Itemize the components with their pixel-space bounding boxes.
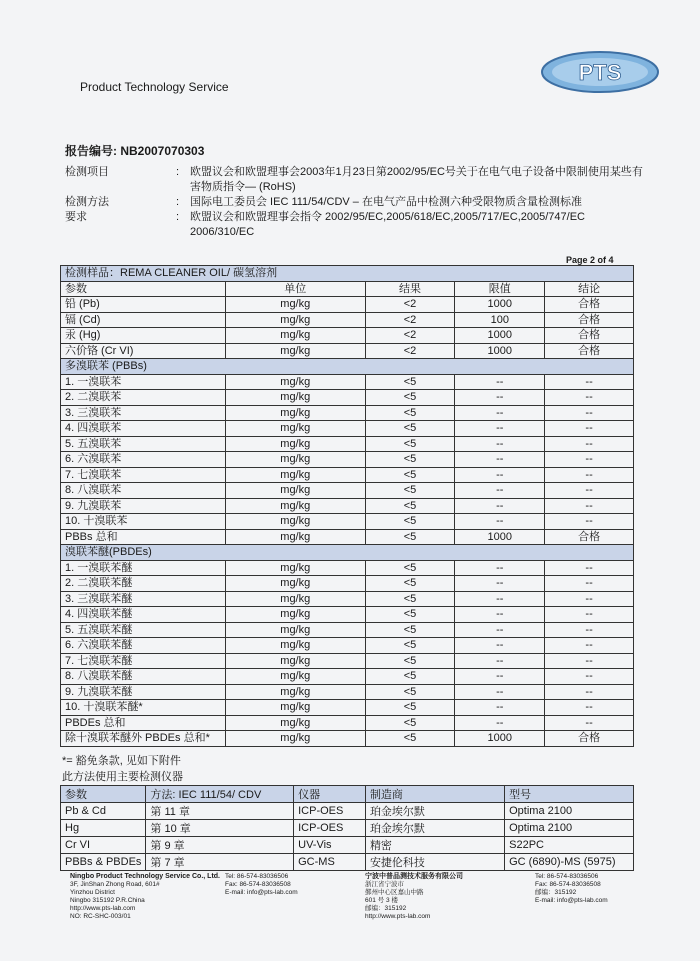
section-pbb — [61, 359, 634, 375]
table-cell: -- — [545, 653, 634, 669]
table-row — [61, 684, 634, 700]
table-cell: 9. 九溴联苯 — [61, 498, 226, 514]
svg-text:PTS: PTS — [578, 60, 622, 85]
table-cell: 合格 — [545, 312, 634, 328]
footer-line: Tel: 86-574-83036506 — [225, 873, 289, 880]
table-cell: 9. 九溴联苯醚 — [61, 684, 226, 700]
table-row — [61, 591, 634, 607]
table-cell: <5 — [365, 421, 455, 437]
table-cell: 合格 — [545, 529, 634, 545]
table-cell: mg/kg — [225, 312, 365, 328]
table-row — [61, 467, 634, 483]
table-cell: 2. 二溴联苯醚 — [61, 576, 226, 592]
table-cell: <5 — [365, 653, 455, 669]
table-cell: 1000 — [455, 731, 545, 747]
table-cell: 限值 — [455, 281, 545, 297]
table-cell: -- — [545, 700, 634, 716]
table-row — [61, 653, 634, 669]
inst-header-row — [61, 786, 634, 803]
table-cell: mg/kg — [225, 390, 365, 406]
table-cell: 4. 四溴联苯醚 — [61, 607, 226, 623]
table-cell: mg/kg — [225, 638, 365, 654]
footer-line: NO: RC-SHC-003/01 — [70, 913, 131, 920]
table-cell: -- — [455, 436, 545, 452]
table-row — [61, 700, 634, 716]
table-cell: S22PC — [505, 837, 634, 854]
table-cell: UV-Vis — [294, 837, 366, 854]
table-cell: -- — [545, 467, 634, 483]
table-cell: 合格 — [545, 328, 634, 344]
table-cell: 铅 (Pb) — [61, 297, 226, 313]
table-row — [61, 452, 634, 468]
instrument-table — [60, 785, 634, 871]
table-cell: -- — [545, 560, 634, 576]
table-cell: 第 9 章 — [146, 837, 294, 854]
results-table — [60, 265, 634, 747]
table-cell: Hg — [61, 820, 146, 837]
table-cell: mg/kg — [225, 374, 365, 390]
table-cell: -- — [455, 684, 545, 700]
table-cell: <2 — [365, 343, 455, 359]
table-cell: mg/kg — [225, 684, 365, 700]
table-cell: -- — [545, 483, 634, 499]
table-cell: -- — [455, 405, 545, 421]
table-cell: -- — [455, 483, 545, 499]
footer-line: 邮编：315192 — [365, 905, 407, 912]
table-cell: <5 — [365, 374, 455, 390]
table-cell: <5 — [365, 731, 455, 747]
table-cell: 单位 — [225, 281, 365, 297]
table-cell: 镉 (Cd) — [61, 312, 226, 328]
table-row — [61, 576, 634, 592]
table-cell: <5 — [365, 514, 455, 530]
table-cell: ICP-OES — [294, 803, 366, 820]
table-cell: -- — [545, 715, 634, 731]
footer-line: 3F, JinShan Zhong Road, 601# — [70, 881, 160, 888]
table-cell: -- — [455, 607, 545, 623]
table-cell: mg/kg — [225, 731, 365, 747]
footer-line: Fax: 86-574-83036508 — [535, 881, 601, 888]
table-cell: 7. 七溴联苯 — [61, 467, 226, 483]
table-cell: -- — [545, 498, 634, 514]
table-cell: PBBs & PBDEs — [61, 854, 146, 871]
footer-line: 浙江省宁波市 — [365, 881, 404, 888]
table-cell: 6. 六溴联苯醚 — [61, 638, 226, 654]
table-cell: 1000 — [455, 328, 545, 344]
table-cell: <5 — [365, 591, 455, 607]
table-cell: 结果 — [365, 281, 455, 297]
table-cell: mg/kg — [225, 328, 365, 344]
table-cell: 1000 — [455, 529, 545, 545]
table-cell: mg/kg — [225, 483, 365, 499]
table-cell: 珀金埃尔默 — [365, 820, 504, 837]
table-cell: Optima 2100 — [505, 803, 634, 820]
table-cell: mg/kg — [225, 405, 365, 421]
table-row — [61, 731, 634, 747]
service-name: Product Technology Service — [80, 80, 229, 94]
table-cell: ICP-OES — [294, 820, 366, 837]
table-cell: -- — [545, 684, 634, 700]
table-cell: -- — [545, 421, 634, 437]
table-row — [61, 374, 634, 390]
table-row — [61, 343, 634, 359]
table-cell: mg/kg — [225, 622, 365, 638]
footer-line: Yinzhou District — [70, 889, 115, 896]
table-cell: mg/kg — [225, 715, 365, 731]
sample-row — [61, 266, 634, 282]
inst-row — [61, 854, 634, 871]
footer-line: Tel: 86-574-83036506 — [535, 873, 599, 880]
table-cell: -- — [455, 421, 545, 437]
table-cell: <5 — [365, 622, 455, 638]
table-cell: mg/kg — [225, 560, 365, 576]
table-cell: -- — [545, 405, 634, 421]
table-row — [61, 421, 634, 437]
table-cell: 1000 — [455, 343, 545, 359]
inst-row — [61, 820, 634, 837]
table-cell: mg/kg — [225, 498, 365, 514]
table-cell: <5 — [365, 529, 455, 545]
section-pbde — [61, 545, 634, 561]
table-cell: 第 11 章 — [146, 803, 294, 820]
table-cell: 汞 (Hg) — [61, 328, 226, 344]
table-cell: mg/kg — [225, 343, 365, 359]
table-cell: mg/kg — [225, 576, 365, 592]
table-cell: -- — [545, 374, 634, 390]
table-row — [61, 390, 634, 406]
footer-line: E-mail: info@pts-lab.com — [535, 897, 608, 904]
table-cell: -- — [545, 390, 634, 406]
table-cell: mg/kg — [225, 297, 365, 313]
footer-line: Fax: 86-574-83036508 — [225, 881, 291, 888]
table-row — [61, 638, 634, 654]
table-cell: -- — [455, 669, 545, 685]
footer-line: http://www.pts-lab.com — [70, 905, 136, 912]
table-cell: Cr VI — [61, 837, 146, 854]
table-cell: 4. 四溴联苯 — [61, 421, 226, 437]
table-cell: -- — [545, 514, 634, 530]
test-info: 检测项目 : 欧盟议会和欧盟理事会2003年1月23日第2002/95/EC号关于在电气电子设备中限制使用某些有害物质指令— (RoHS) 检测方法 : 国际电工委员会 IEC 111/54/CDV – 在电气产品中检测六种受限物质含量检测标准 要求 : 欧盟议会和欧盟理事会指令 2002/95/EC,2005/618/EC,2005/717/EC,2005/747/EC 2006/310/EC — [65, 166, 643, 238]
table-cell: -- — [545, 576, 634, 592]
table-cell: <2 — [365, 297, 455, 313]
table-cell: 结论 — [545, 281, 634, 297]
table-row — [61, 560, 634, 576]
table-cell: 8. 八溴联苯醚 — [61, 669, 226, 685]
table-cell: -- — [455, 622, 545, 638]
table-cell: -- — [455, 653, 545, 669]
table-cell: -- — [545, 638, 634, 654]
table-cell: -- — [455, 576, 545, 592]
table-cell: <5 — [365, 452, 455, 468]
table-cell: <5 — [365, 607, 455, 623]
table-row — [61, 312, 634, 328]
table-cell: 7. 七溴联苯醚 — [61, 653, 226, 669]
table-cell: 1. 一溴联苯醚 — [61, 560, 226, 576]
table-cell: -- — [545, 591, 634, 607]
footer-line: http://www.pts-lab.com — [365, 913, 431, 920]
table-cell: -- — [545, 452, 634, 468]
table-cell: 3. 三溴联苯醚 — [61, 591, 226, 607]
table-cell: mg/kg — [225, 653, 365, 669]
table-cell: 六价铬 (Cr VI) — [61, 343, 226, 359]
footer-line: 宁波中普品测技术服务有限公司 — [365, 873, 463, 880]
table-cell: 5. 五溴联苯醚 — [61, 622, 226, 638]
table-cell: <5 — [365, 560, 455, 576]
table-row — [61, 405, 634, 421]
table-cell: mg/kg — [225, 669, 365, 685]
table-cell: -- — [545, 622, 634, 638]
table-cell: mg/kg — [225, 591, 365, 607]
table-cell: -- — [455, 390, 545, 406]
table-cell: 8. 八溴联苯 — [61, 483, 226, 499]
table-cell: <5 — [365, 715, 455, 731]
table-cell: -- — [455, 374, 545, 390]
table-cell: 6. 六溴联苯 — [61, 452, 226, 468]
table-cell: 2. 二溴联苯 — [61, 390, 226, 406]
table-cell: 型号 — [505, 786, 634, 803]
table-cell: 第 10 章 — [146, 820, 294, 837]
table-cell: Optima 2100 — [505, 820, 634, 837]
table-cell: mg/kg — [225, 607, 365, 623]
table-cell: -- — [455, 514, 545, 530]
footer-line: 601 号 3 楼 — [365, 897, 398, 904]
table-cell: 1. 一溴联苯 — [61, 374, 226, 390]
table-cell: 5. 五溴联苯 — [61, 436, 226, 452]
table-cell: 精密 — [365, 837, 504, 854]
table-cell: 3. 三溴联苯 — [61, 405, 226, 421]
table-cell: <5 — [365, 669, 455, 685]
table-cell: <5 — [365, 390, 455, 406]
table-cell: <5 — [365, 436, 455, 452]
table-cell: <5 — [365, 405, 455, 421]
section-pbde-label: 溴联苯醚(PBDEs) — [61, 545, 634, 561]
table-cell: -- — [545, 607, 634, 623]
footer-line: Ningbo Product Technology Service Co., Ltd. — [70, 873, 220, 880]
table-cell: <2 — [365, 328, 455, 344]
table-cell: <5 — [365, 498, 455, 514]
table-cell: 10. 十溴联苯醚* — [61, 700, 226, 716]
table-row — [61, 498, 634, 514]
table-cell: 100 — [455, 312, 545, 328]
table-cell: 珀金埃尔默 — [365, 803, 504, 820]
page-number: Page 2 of 4 — [566, 255, 614, 265]
pts-logo — [540, 50, 660, 94]
inst-row — [61, 837, 634, 854]
table-cell: -- — [455, 591, 545, 607]
table-cell: <5 — [365, 483, 455, 499]
table-cell: mg/kg — [225, 452, 365, 468]
table-cell: -- — [455, 498, 545, 514]
header-row — [61, 281, 634, 297]
table-row — [61, 715, 634, 731]
table-cell: -- — [545, 669, 634, 685]
table-cell: 第 7 章 — [146, 854, 294, 871]
table-cell: PBDEs 总和 — [61, 715, 226, 731]
sample-row-label: 检测样品：REMA CLEANER OIL/ 碳氢溶剂 — [61, 266, 634, 282]
footer-line: E-mail: info@pts-lab.com — [225, 889, 298, 896]
table-cell: 合格 — [545, 343, 634, 359]
table-cell: -- — [455, 638, 545, 654]
table-cell: <5 — [365, 700, 455, 716]
notes: *= 豁免条款, 见如下附件 此方法使用主要检测仪器 — [62, 755, 183, 783]
section-pbb-label: 多溴联苯 (PBBs) — [61, 359, 634, 375]
footer-line: 邮编：315192 — [535, 889, 577, 896]
table-cell: <2 — [365, 312, 455, 328]
table-cell: mg/kg — [225, 421, 365, 437]
table-cell: -- — [455, 560, 545, 576]
table-cell: 方法: IEC 111/54/ CDV — [146, 786, 294, 803]
table-cell: 10. 十溴联苯 — [61, 514, 226, 530]
table-cell: 安捷伦科技 — [365, 854, 504, 871]
table-cell: PBBs 总和 — [61, 529, 226, 545]
table-cell: -- — [455, 452, 545, 468]
table-cell: <5 — [365, 576, 455, 592]
table-row — [61, 607, 634, 623]
table-cell: -- — [455, 700, 545, 716]
table-cell: 合格 — [545, 297, 634, 313]
table-row — [61, 514, 634, 530]
table-cell: Pb & Cd — [61, 803, 146, 820]
table-cell: GC-MS — [294, 854, 366, 871]
table-cell: 参数 — [61, 281, 226, 297]
table-cell: 参数 — [61, 786, 146, 803]
table-row — [61, 297, 634, 313]
table-cell: 1000 — [455, 297, 545, 313]
table-row — [61, 669, 634, 685]
table-cell: -- — [455, 715, 545, 731]
table-cell: mg/kg — [225, 467, 365, 483]
table-cell: mg/kg — [225, 529, 365, 545]
table-cell: mg/kg — [225, 514, 365, 530]
table-cell: <5 — [365, 638, 455, 654]
table-cell: <5 — [365, 684, 455, 700]
table-cell: mg/kg — [225, 436, 365, 452]
footer-line: Ningbo 315192 P.R.China — [70, 897, 145, 904]
inst-row — [61, 803, 634, 820]
table-row — [61, 622, 634, 638]
table-cell: 合格 — [545, 731, 634, 747]
table-cell: 除十溴联苯醚外 PBDEs 总和* — [61, 731, 226, 747]
table-cell: -- — [455, 467, 545, 483]
report-number: 报告编号: NB2007070303 — [65, 144, 205, 158]
table-cell: mg/kg — [225, 700, 365, 716]
table-row — [61, 436, 634, 452]
table-cell: GC (6890)-MS (5975) — [505, 854, 634, 871]
table-cell: 仪器 — [294, 786, 366, 803]
table-row — [61, 328, 634, 344]
table-row — [61, 529, 634, 545]
table-row — [61, 483, 634, 499]
table-cell: -- — [545, 436, 634, 452]
table-cell: 制造商 — [365, 786, 504, 803]
footer-line: 鄞州中心区嘉山中路 — [365, 889, 424, 896]
table-cell: <5 — [365, 467, 455, 483]
